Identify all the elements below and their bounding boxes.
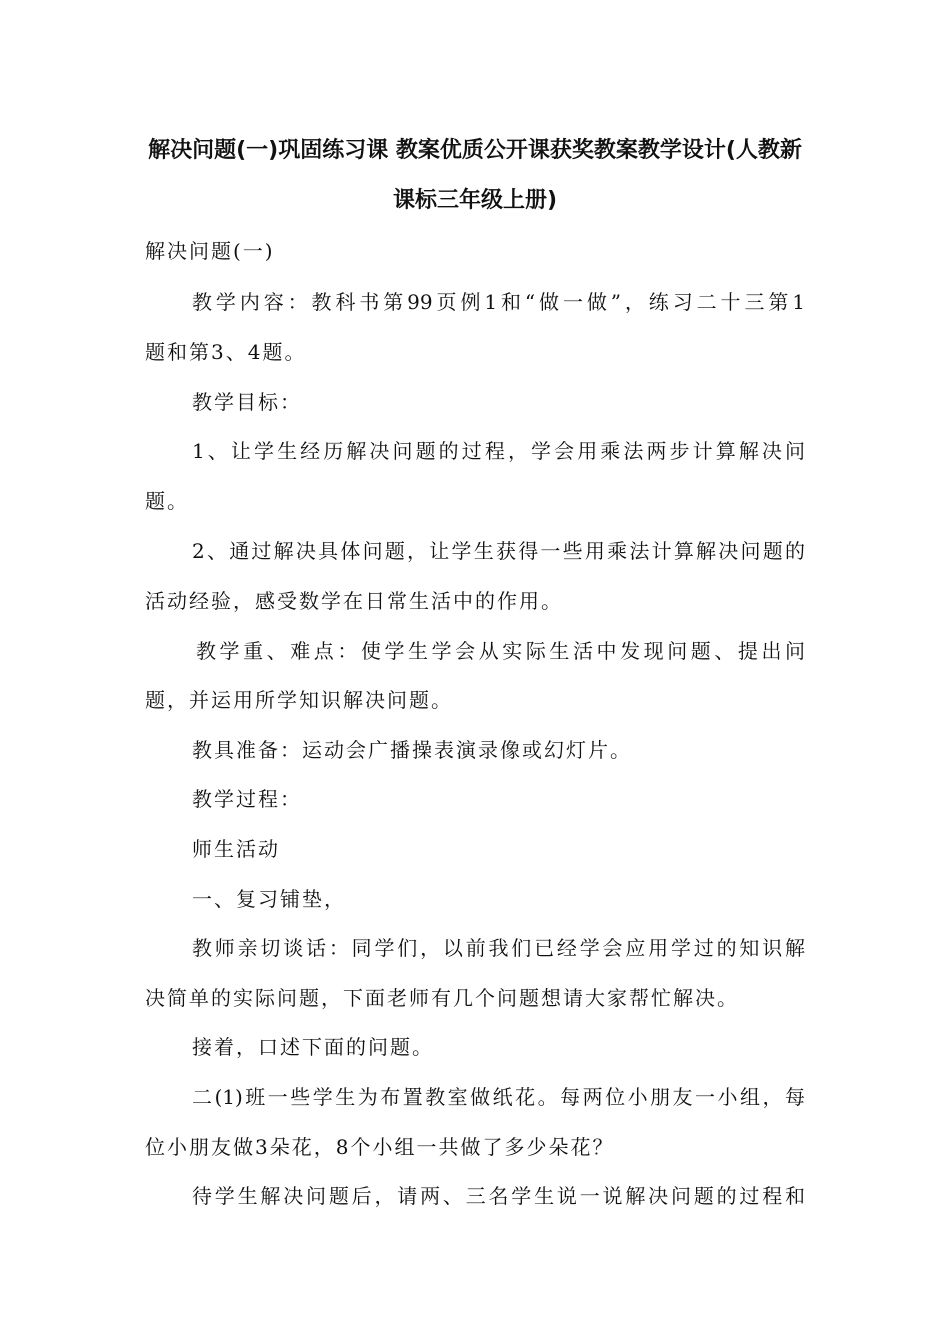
review-heading: 一、复习铺垫， [192, 887, 346, 911]
paragraph-content-line-2: 题和第3、4题。 [145, 340, 307, 364]
after-line: 待学生解决问题后，请两、三名学生说一说解决问题的过程和 [192, 1184, 805, 1208]
document-title-line-2: 课标三年级上册) [392, 188, 558, 213]
goal-1-line-2: 题。 [145, 489, 189, 513]
activity-label: 师生活动 [192, 837, 280, 861]
goal-2-line-2: 活动经验，感受数学在日常生活中的作用。 [145, 589, 563, 613]
tools-line: 教具准备：运动会广播操表演录像或幻灯片。 [192, 738, 632, 762]
problem-line-1: 二(1)班一些学生为布置教室做纸花。每两位小朋友一小组，每 [192, 1085, 805, 1109]
goal-2-line-1: 2、通过解决具体问题，让学生获得一些用乘法计算解决问题的 [192, 539, 805, 563]
process-label: 教学过程： [192, 787, 302, 811]
talk-line-1: 教师亲切谈话：同学们，以前我们已经学会应用学过的知识解 [192, 936, 805, 960]
key-points-line-1: 教学重、难点：使学生学会从实际生活中发现问题、提出问 [196, 639, 805, 663]
section-heading: 解决问题(一) [145, 239, 275, 263]
document-title-line-1: 解决问题(一)巩固练习课 教案优质公开课获奖教案教学设计(人教新 [148, 138, 802, 163]
next-line: 接着，口述下面的问题。 [192, 1035, 434, 1059]
goals-label: 教学目标： [192, 390, 302, 414]
goal-1-line-1: 1、让学生经历解决问题的过程，学会用乘法两步计算解决问 [192, 439, 805, 463]
talk-line-2: 决简单的实际问题，下面老师有几个问题想请大家帮忙解决。 [145, 986, 739, 1010]
problem-line-2: 位小朋友做3朵花，8个小组一共做了多少朵花？ [145, 1135, 615, 1159]
paragraph-content-line-1: 教学内容：教科书第99页例1和“做一做”，练习二十三第1 [192, 290, 805, 314]
key-points-line-2: 题，并运用所学知识解决问题。 [145, 688, 453, 712]
